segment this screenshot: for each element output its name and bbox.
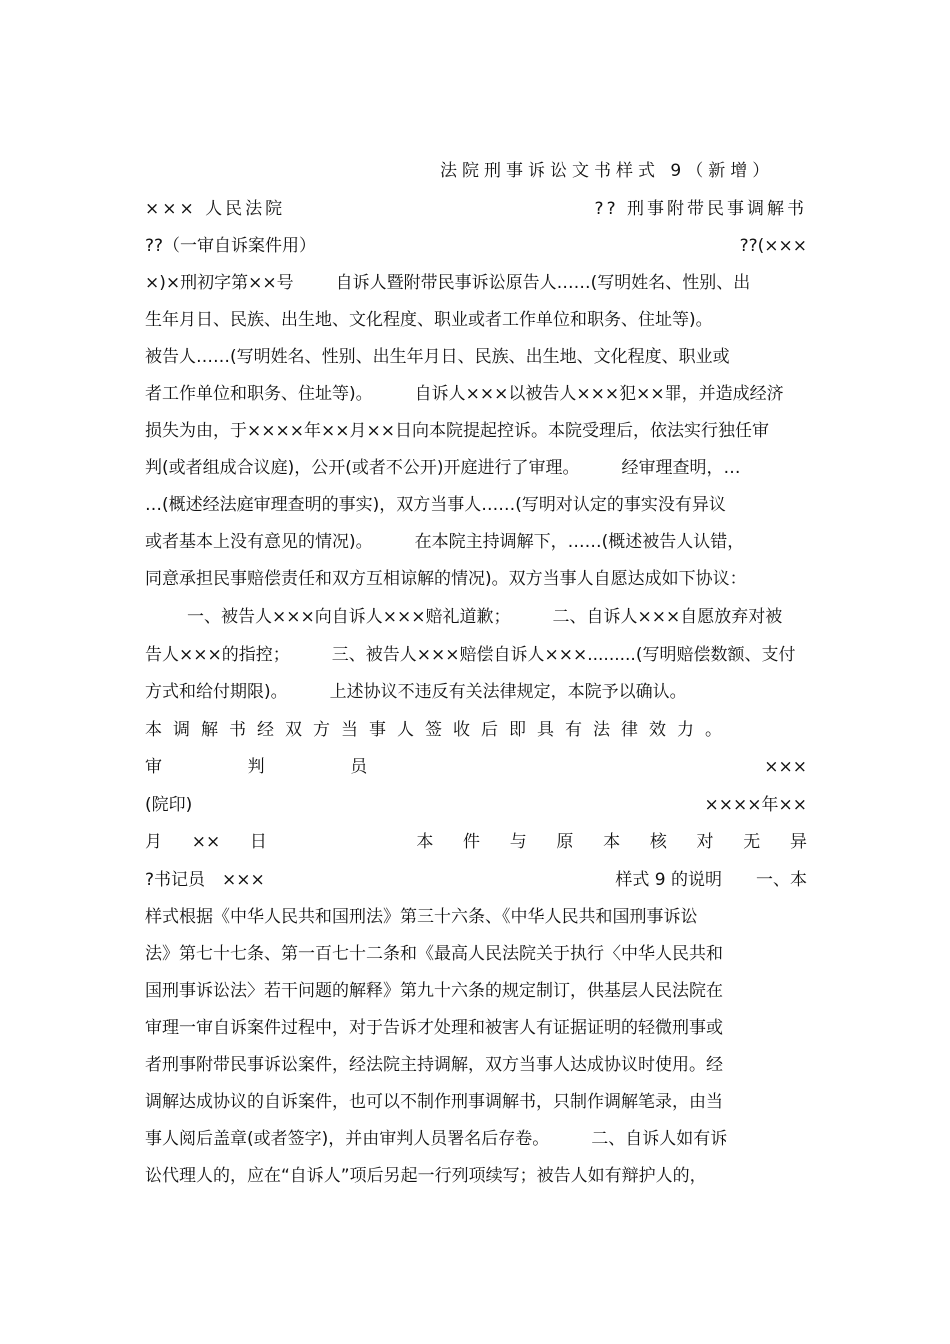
document-title: 法院刑事诉讼文书样式 9（新增）: [440, 161, 775, 181]
body-line: 被告人……(写明姓名、性别、出生年月日、民族、出生地、文化程度、职业或: [145, 347, 730, 367]
seal-date-row: [145, 790, 807, 820]
clerk-row: [145, 865, 807, 895]
text-segment: 告人×××的指控；: [145, 645, 290, 665]
text-segment: 日: [249, 832, 267, 852]
text-segment: 判(或者组成合议庭)，公开(或者不公开)开庭进行了审理。: [145, 458, 580, 478]
body-line: 生年月日、民族、出生地、文化程度、职业或者工作单位和职务、住址等)。: [145, 310, 713, 330]
court-name: ××× 人民法院: [145, 199, 286, 219]
body-line: 同意承担民事赔偿责任和双方互相谅解的情况)。双方当事人自愿达成如下协议：: [145, 569, 747, 589]
text-segment: 自诉人×××以被告人×××犯××罪，并造成经济: [414, 384, 784, 404]
case-number-end: ×)×刑初字第××号: [145, 273, 294, 293]
header-row-1: [145, 194, 807, 224]
judge-signature-row: [145, 752, 807, 782]
body-line: [145, 527, 807, 557]
body-line: [145, 677, 807, 707]
body-line: 审理一审自诉案件过程中，对于告诉才处理和被害人有证据证明的轻微刑事或: [145, 1018, 723, 1038]
body-line: [145, 453, 807, 483]
text-segment: 与: [509, 832, 527, 852]
text-segment: 无: [743, 832, 761, 852]
text-segment: 或者基本上没有意见的情况)。: [145, 532, 373, 552]
text-segment: 在本院主持调解下，……(概述被告人认错，: [414, 532, 745, 552]
body-line: …(概述经法庭审理查明的事实)，双方当事人……(写明对认定的事实没有异议: [145, 495, 726, 515]
body-line: [145, 1124, 807, 1154]
text-segment: 经审理查明，…: [621, 458, 741, 478]
body-line: 讼代理人的，应在“自诉人”项后另起一行列项续写；被告人如有辩护人的，: [145, 1166, 707, 1186]
plaintiff-paragraph: 自诉人暨附带民事诉讼原告人……(写明姓名、性别、出: [335, 273, 751, 293]
body-line: 本调解书经双方当事人签收后即具有法律效力。: [145, 720, 733, 740]
court-seal: (院印): [145, 795, 193, 815]
body-line: 者刑事附带民事诉讼案件，经法院主持调解，双方当事人达成协议时使用。经: [145, 1055, 723, 1075]
body-line: 调解达成协议的自诉案件，也可以不制作刑事调解书，只制作调解笔录，由当: [145, 1092, 723, 1112]
text-segment: 对: [696, 832, 714, 852]
text-segment: ××: [191, 832, 221, 852]
clerk-signature: ?书记员 ×××: [145, 870, 265, 890]
header-row-2: [145, 231, 807, 261]
text-segment: 原: [556, 832, 574, 852]
text-segment: 者工作单位和职务、住址等)。: [145, 384, 373, 404]
body-line: 法》第七十七条、第一百七十二条和《最高人民法院关于执行〈中华人民共和: [145, 944, 723, 964]
case-number-start: ??(×××: [739, 236, 807, 256]
body-line: 损失为由，于××××年××月××日向本院提起控诉。本院受理后，依法实行独任审: [145, 421, 769, 441]
text-segment: 员: [350, 757, 368, 777]
document-scope: ??（一审自诉案件用）: [145, 236, 317, 256]
judge-name: ×××: [764, 757, 807, 777]
text-segment: 本: [603, 832, 621, 852]
text-segment: 本: [416, 832, 434, 852]
text-segment: 上述协议不违反有关法律规定，本院予以确认。: [329, 682, 687, 702]
agreement-item-2: 二、自诉人×××自愿放弃对被: [552, 607, 783, 627]
agreement-item-1: 一、被告人×××向自诉人×××赔礼道歉；: [187, 607, 511, 627]
body-line: [145, 640, 807, 670]
text-segment: 判: [247, 757, 265, 777]
explanation-heading: 样式 9 的说明 一、本: [615, 870, 807, 890]
body-line: [145, 268, 807, 298]
date-verify-row: [145, 827, 807, 857]
text-segment: 审: [145, 757, 162, 777]
text-segment: 事人阅后盖章(或者签字)，并由审判人员署名后存卷。: [145, 1129, 550, 1149]
date-start: ××××年××: [704, 795, 807, 815]
body-line: [145, 602, 807, 632]
text-segment: 方式和给付期限)。: [145, 682, 288, 702]
text-segment: 核: [649, 832, 667, 852]
body-line: 国刑事诉讼法〉若干问题的解释》第九十六条的规定制订，供基层人民法院在: [145, 981, 723, 1001]
text-segment: 异: [789, 832, 807, 852]
document-type: ?? 刑事附带民事调解书: [594, 199, 807, 219]
agreement-item-3: 三、被告人×××赔偿自诉人×××.........(写明赔偿数额、支付: [331, 645, 796, 665]
body-line: [145, 379, 807, 409]
body-line: 样式根据《中华人民共和国刑法》第三十六条、《中华人民共和国刑事诉讼: [145, 907, 698, 927]
text-segment: 月: [145, 832, 162, 852]
text-segment: 件: [463, 832, 481, 852]
text-segment: 二、自诉人如有诉: [591, 1129, 728, 1149]
